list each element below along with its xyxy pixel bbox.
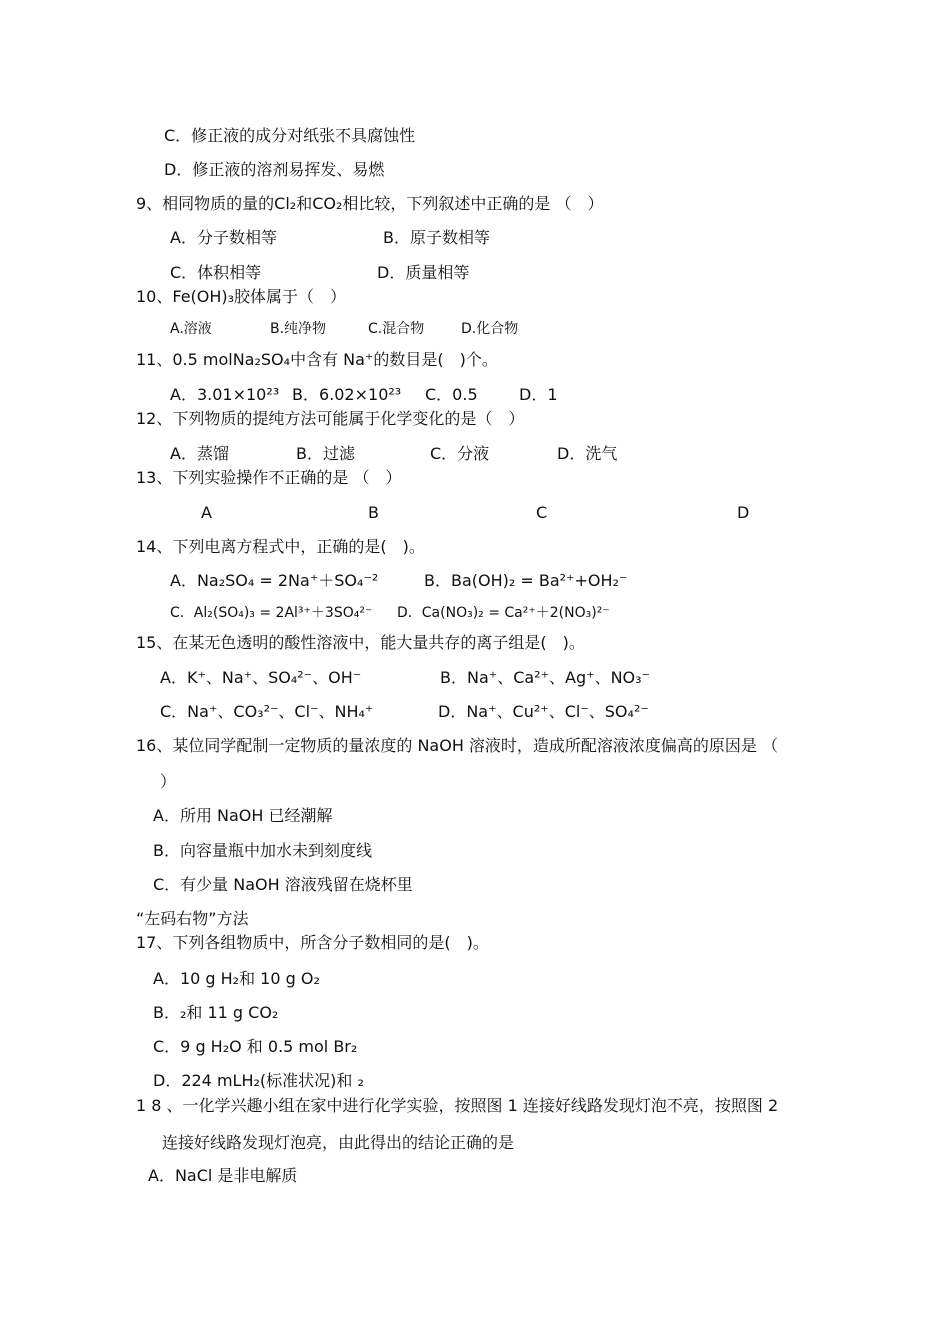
- question-13: 13、下列实验操作不正确的是 （ ）: [136, 468, 402, 487]
- option-9c: C．体积相等: [170, 263, 262, 282]
- question-11: 11、0.5 molNa₂SO₄中含有 Na⁺的数目是( )个。: [136, 350, 498, 369]
- option-12b: B．过滤: [296, 444, 355, 463]
- question-9: 9、相同物质的量的Cl₂和CO₂相比较，下列叙述中正确的是 （ ）: [136, 194, 604, 213]
- option-11b: B．6.02×10²³: [292, 385, 402, 404]
- option-12d: D．洗气: [557, 444, 618, 463]
- option-18a: A．NaCl 是非电解质: [148, 1166, 298, 1185]
- option-14b: B．Ba(OH)₂ = Ba²⁺+OH₂⁻: [424, 571, 628, 590]
- option-15a: A．K⁺、Na⁺、SO₄²⁻、OH⁻: [160, 668, 362, 687]
- option-15d: D．Na⁺、Cu²⁺、Cl⁻、SO₄²⁻: [438, 702, 649, 721]
- question-17: 17、下列各组物质中，所含分子数相同的是( )。: [136, 933, 489, 952]
- option-14c: C．Al₂(SO₄)₃ = 2Al³⁺＋3SO₄²⁻: [170, 605, 373, 621]
- option-17d: D．224 mLH₂(标准状况)和 ₂: [153, 1071, 364, 1090]
- option-10c: C.混合物: [368, 321, 425, 337]
- question-16-bracket: ）: [160, 772, 177, 791]
- option-11c: C．0.5: [425, 385, 478, 404]
- option-9a: A．分子数相等: [170, 228, 277, 247]
- option-16d-fragment: “左码右物”方法: [136, 909, 249, 928]
- option-11d: D．1: [519, 385, 558, 404]
- figure-label-a: A: [201, 503, 212, 522]
- question-15: 15、在某无色透明的酸性溶液中，能大量共存的离子组是( )。: [136, 633, 585, 652]
- option-12a: A．蒸馏: [170, 444, 229, 463]
- option-12c: C．分液: [430, 444, 490, 463]
- question-18-cont: 连接好线路发现灯泡亮，由此得出的结论正确的是: [162, 1133, 515, 1152]
- option-17b: B．₂和 11 g CO₂: [153, 1003, 279, 1022]
- question-12: 12、下列物质的提纯方法可能属于化学变化的是（ ）: [136, 409, 525, 428]
- figure-label-c: C: [536, 503, 548, 522]
- option-9b: B．原子数相等: [383, 228, 490, 247]
- option-16b: B．向容量瓶中加水未到刻度线: [153, 841, 372, 860]
- question-16: 16、某位同学配制一定物质的量浓度的 NaOH 溶液时，造成所配溶液浓度偏高的原因是 （: [136, 736, 779, 755]
- question-10: 10、Fe(OH)₃胶体属于（ ）: [136, 287, 347, 306]
- question-18: 1 8 、一化学兴趣小组在家中进行化学实验，按照图 1 连接好线路发现灯泡不亮，按照图 2: [136, 1096, 779, 1115]
- option-10a: A.溶液: [170, 321, 212, 337]
- option-17a: A．10 g H₂和 10 g O₂: [153, 969, 320, 988]
- question-14: 14、下列电离方程式中，正确的是( )。: [136, 537, 425, 556]
- option-8c: C．修正液的成分对纸张不具腐蚀性: [164, 126, 416, 145]
- option-14a: A．Na₂SO₄ = 2Na⁺＋SO₄⁻²: [170, 571, 379, 590]
- figure-label-d: D: [737, 503, 750, 522]
- figure-label-b: B: [368, 503, 379, 522]
- option-16c: C．有少量 NaOH 溶液残留在烧杯里: [153, 875, 413, 894]
- option-14d: D．Ca(NO₃)₂ = Ca²⁺＋2(NO₃)²⁻: [397, 605, 610, 621]
- option-9d: D．质量相等: [377, 263, 470, 282]
- option-16a: A．所用 NaOH 已经潮解: [153, 806, 333, 825]
- option-15c: C．Na⁺、CO₃²⁻、Cl⁻、NH₄⁺: [160, 702, 374, 721]
- option-8d: D．修正液的溶剂易挥发、易燃: [164, 160, 385, 179]
- option-17c: C．9 g H₂O 和 0.5 mol Br₂: [153, 1037, 358, 1056]
- option-11a: A．3.01×10²³: [170, 385, 280, 404]
- option-10d: D.化合物: [461, 321, 519, 337]
- option-10b: B.纯净物: [270, 321, 327, 337]
- option-15b: B．Na⁺、Ca²⁺、Ag⁺、NO₃⁻: [440, 668, 651, 687]
